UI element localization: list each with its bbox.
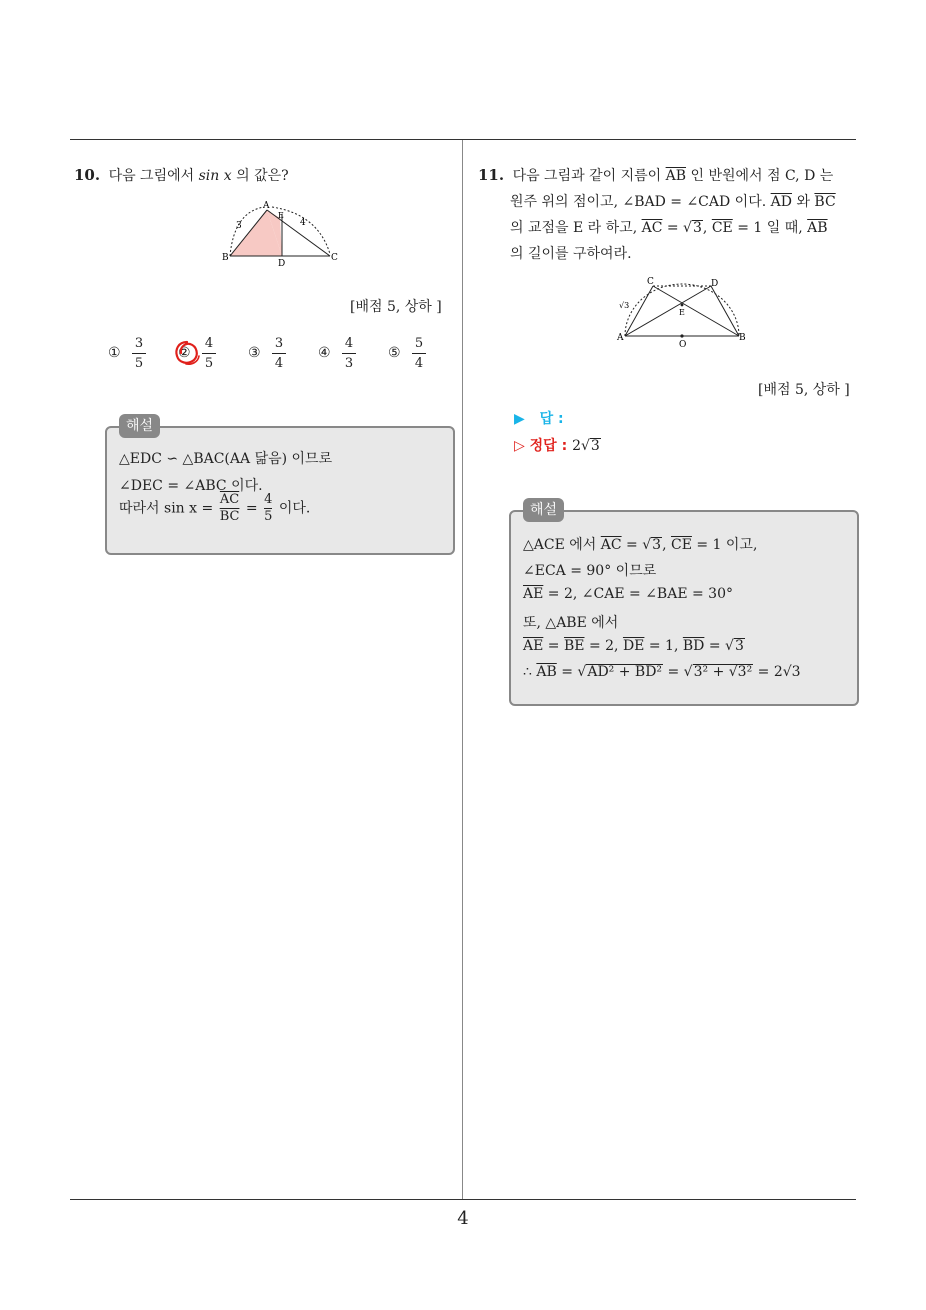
top-rule (70, 139, 856, 140)
bottom-rule (70, 1199, 856, 1200)
q10-solution-line1: △EDC ∽ △BAC(AA 닮음) 이므로 (119, 451, 333, 467)
q11-answer-label: 답 : (539, 411, 564, 427)
q11-label-b: B (739, 333, 746, 343)
choice-number: ⑤ (388, 345, 401, 361)
q10-label-d: D (278, 259, 286, 268)
q11-correct-label: 정답 : (529, 438, 568, 454)
q10-prompt (74, 162, 289, 189)
q10-side-ab: 3 (236, 221, 242, 231)
q10-score: [배점 5, 상하 ] (350, 299, 442, 315)
q10-choice-4[interactable] (318, 336, 378, 376)
q10-choice-5[interactable] (388, 336, 448, 376)
choice-number: ③ (248, 345, 261, 361)
q10-label-c: C (331, 253, 338, 263)
choice-fraction: 4 5 (202, 335, 216, 372)
q10-solution-box (105, 418, 455, 555)
q11-solution-line4: 또, △ABE 에서 (523, 615, 619, 631)
q11-solution-line1: △ACE 에서 $\overline{AC} = √3$, $\overline{CE} = 1$ 이고, (523, 537, 758, 553)
q11-correct-value: 2√3 (572, 438, 600, 454)
q10-label-b: B (222, 253, 229, 263)
q10-solution-line2: ∠DEC = ∠ABC 이다. (119, 478, 263, 494)
q10-choice-1[interactable] (108, 336, 168, 376)
q11-solution-title: 해설 (523, 498, 564, 522)
column-divider (462, 140, 463, 1200)
q11-figure (615, 274, 751, 350)
outline-arrow-icon: ▷ (514, 438, 525, 454)
q11-solution-line5: $\overline{AE} = \overline{BE} = 2$, $\overline{DE} = 1$, $\overline{BD} = √3$ (523, 638, 744, 654)
q10-label-a: A (263, 201, 270, 211)
q11-solution-line2: ∠ECA = 90° 이므로 (523, 563, 657, 579)
q10-prompt-math: sin x (198, 168, 232, 184)
q10-solution-title: 해설 (119, 414, 160, 438)
play-arrow-icon: ▶ (514, 411, 525, 427)
page-number: 4 (457, 1208, 469, 1229)
choice-fraction: 3 4 (272, 335, 286, 372)
q11-label-a: A (617, 333, 624, 343)
q10-prompt-post: 의 값은? (236, 168, 289, 184)
q11-label-c: C (647, 277, 654, 287)
q10-solution-line3: 따라서 sin x = $\frac{\overline{AC}}{BC}$ = $\frac{4}{5}$ 이다. (119, 492, 311, 524)
q11-label-o: O (679, 340, 687, 350)
choice-number: ④ (318, 345, 331, 361)
q11-score: [배점 5, 상하 ] (758, 382, 850, 398)
choice-number: ② (178, 345, 191, 361)
q11-correct-row (514, 435, 601, 455)
q10-choice-3[interactable] (248, 336, 308, 376)
answer-circle-mark-icon (172, 338, 202, 368)
q11-number: 11. (478, 166, 505, 184)
q10-figure (220, 198, 340, 268)
q10-label-e: E (278, 211, 284, 220)
q11-solution-line3: $\overline{AE} = 2$, ∠CAE = ∠BAE = 30° (523, 586, 733, 602)
q11-solution-line6: ∴ $\overline{AB} = √AD^2 + BD^2 = √3^2 + √3^2 = 2√3$ (523, 664, 801, 680)
choice-fraction: 3 5 (132, 335, 146, 372)
q11-prompt: 11. 다음 그림과 같이 지름이 $\overline{AB}$ 인 반원에서 점 C, D 는 원주 위의 점이고, ∠BAD = ∠CAD 이다. $\overline{AD}$ 와 $\overline{BC}$ 의 교점을 E 라 하고, $\overline{AC} = √3$, $\overline{CE} = 1$ 일 때, $\overline{AB}$ 의 길이를 구하여라. (478, 166, 836, 262)
q11-label-d: D (711, 279, 719, 289)
q10-prompt-pre: 다음 그림에서 (108, 168, 195, 184)
q10-number: 10. (74, 166, 101, 184)
choice-fraction: 5 4 (412, 335, 426, 372)
q11-side-label: √3 (619, 301, 630, 310)
q10-side-ac: 4 (300, 218, 306, 228)
q11-label-e: E (679, 308, 685, 317)
choice-fraction: 4 3 (342, 335, 356, 372)
q11-answer-row (514, 408, 564, 428)
choice-number: ① (108, 345, 121, 361)
q11-solution-box (509, 502, 859, 706)
